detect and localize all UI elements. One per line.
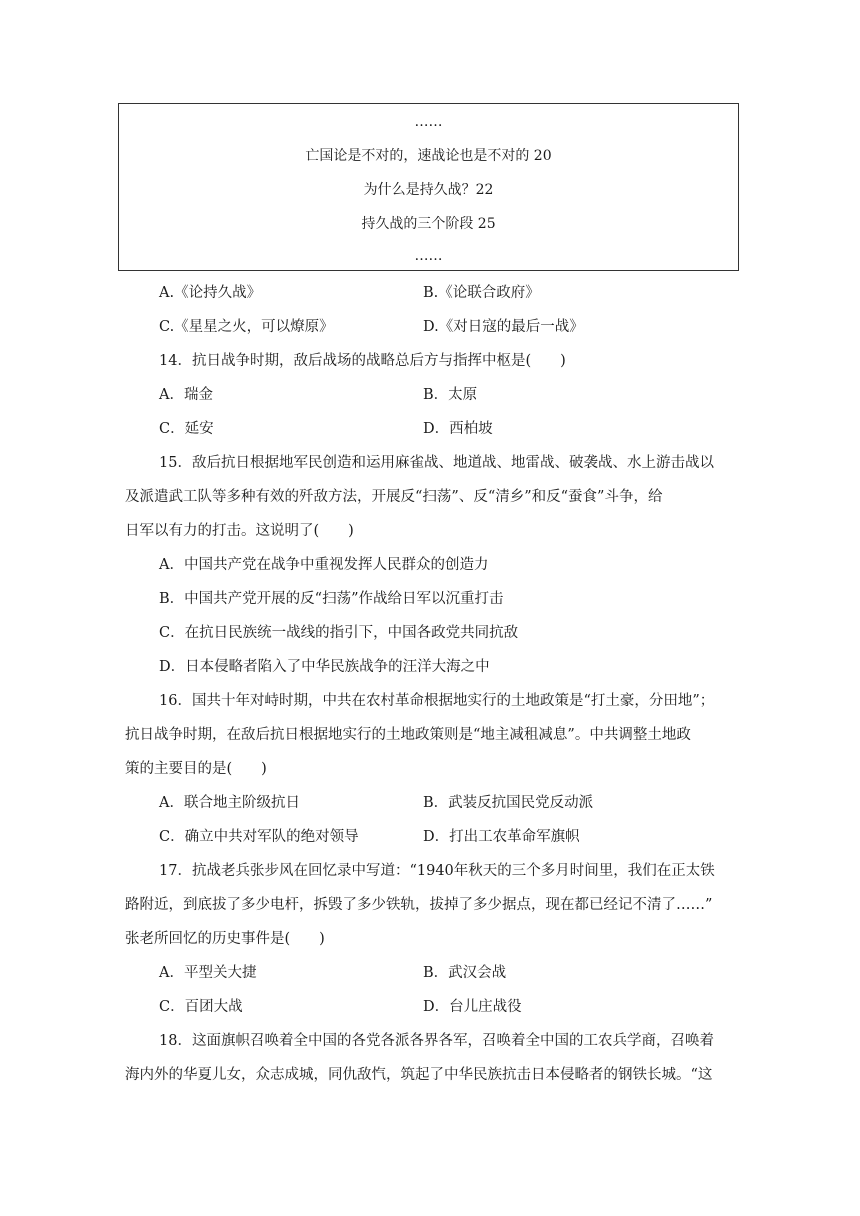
q16-option-b: B．武装反抗国民党反动派: [423, 795, 594, 811]
q18-stem-line-2: 海内外的华夏儿女，众志成城，同仇敌忾，筑起了中华民族抗击日本侵略者的钢铁长城。“这: [125, 1067, 713, 1083]
toc-line-2: 为什么是持久战？22: [363, 182, 494, 198]
q14-option-d: D．西柏坡: [423, 421, 493, 437]
q15-stem-line-2: 及派遣武工队等多种有效的歼敌方法，开展反“扫荡”、反“清乡”和反“蚕食”斗争，给: [125, 489, 663, 505]
q14-option-a: A．瑞金: [159, 387, 213, 403]
q16-stem-line-2: 抗日战争时期，在敌后抗日根据地实行的土地政策则是“地主减租减息”。中共调整土地政: [125, 727, 691, 743]
q17-option-a: A．平型关大捷: [159, 965, 257, 981]
toc-line-3: 持久战的三个阶段 25: [361, 216, 496, 232]
q17-option-c: C．百团大战: [159, 999, 243, 1015]
q16-stem-line-3: 策的主要目的是( ): [125, 761, 267, 777]
q15-stem-line-3: 日军以有力的打击。这说明了( ): [125, 523, 354, 539]
q13-option-d: D.《对日寇的最后一战》: [423, 319, 584, 335]
ellipsis-bottom: ……: [414, 248, 443, 264]
q17-stem-line-1: 17．抗战老兵张步风在回忆录中写道：“1940年秋天的三个多月时间里，我们在正太铁: [159, 863, 715, 879]
q16-option-c: C．确立中共对军队的绝对领导: [159, 829, 359, 845]
ellipsis-top: ……: [414, 114, 443, 130]
q17-option-d: D．台儿庄战役: [423, 999, 522, 1015]
q13-option-c: C.《星星之火，可以燎原》: [159, 319, 334, 335]
q14-stem: 14．抗日战争时期，敌后战场的战略总后方与指挥中枢是( ): [159, 353, 566, 369]
q15-option-c: C．在抗日民族统一战线的指引下，中国各政党共同抗敌: [159, 625, 519, 641]
q17-stem-line-2: 路附近，到底拔了多少电杆，拆毁了多少铁轨，拔掉了多少据点，现在都已经记不清了……”: [125, 897, 713, 913]
q16-option-a: A．联合地主阶级抗日: [159, 795, 300, 811]
q18-stem-line-1: 18．这面旗帜召唤着全中国的各党各派各界各军，召唤着全中国的工农兵学商，召唤着: [159, 1033, 714, 1049]
q15-stem-line-1: 15．敌后抗日根据地军民创造和运用麻雀战、地道战、地雷战、破袭战、水上游击战以: [159, 455, 714, 471]
q14-option-b: B．太原: [423, 387, 478, 403]
toc-line-1: 亡国论是不对的，速战论也是不对的 20: [305, 148, 552, 164]
q15-option-a: A．中国共产党在战争中重视发挥人民群众的创造力: [159, 557, 489, 573]
q15-option-d: D．日本侵略者陷入了中华民族战争的汪洋大海之中: [159, 659, 490, 675]
q17-stem-line-3: 张老所回忆的历史事件是( ): [125, 931, 325, 947]
q15-option-b: B．中国共产党开展的反“扫荡”作战给日军以沉重打击: [159, 591, 504, 607]
q16-stem-line-1: 16．国共十年对峙时期，中共在农村革命根据地实行的土地政策是“打土豪，分田地”；: [159, 693, 715, 709]
q13-option-b: B.《论联合政府》: [423, 285, 540, 301]
q13-option-a: A.《论持久战》: [159, 285, 262, 301]
q17-option-b: B．武汉会战: [423, 965, 507, 981]
q16-option-d: D．打出工农革命军旗帜: [423, 829, 580, 845]
q14-option-c: C．延安: [159, 421, 214, 437]
table-of-contents-excerpt: [118, 103, 739, 271]
